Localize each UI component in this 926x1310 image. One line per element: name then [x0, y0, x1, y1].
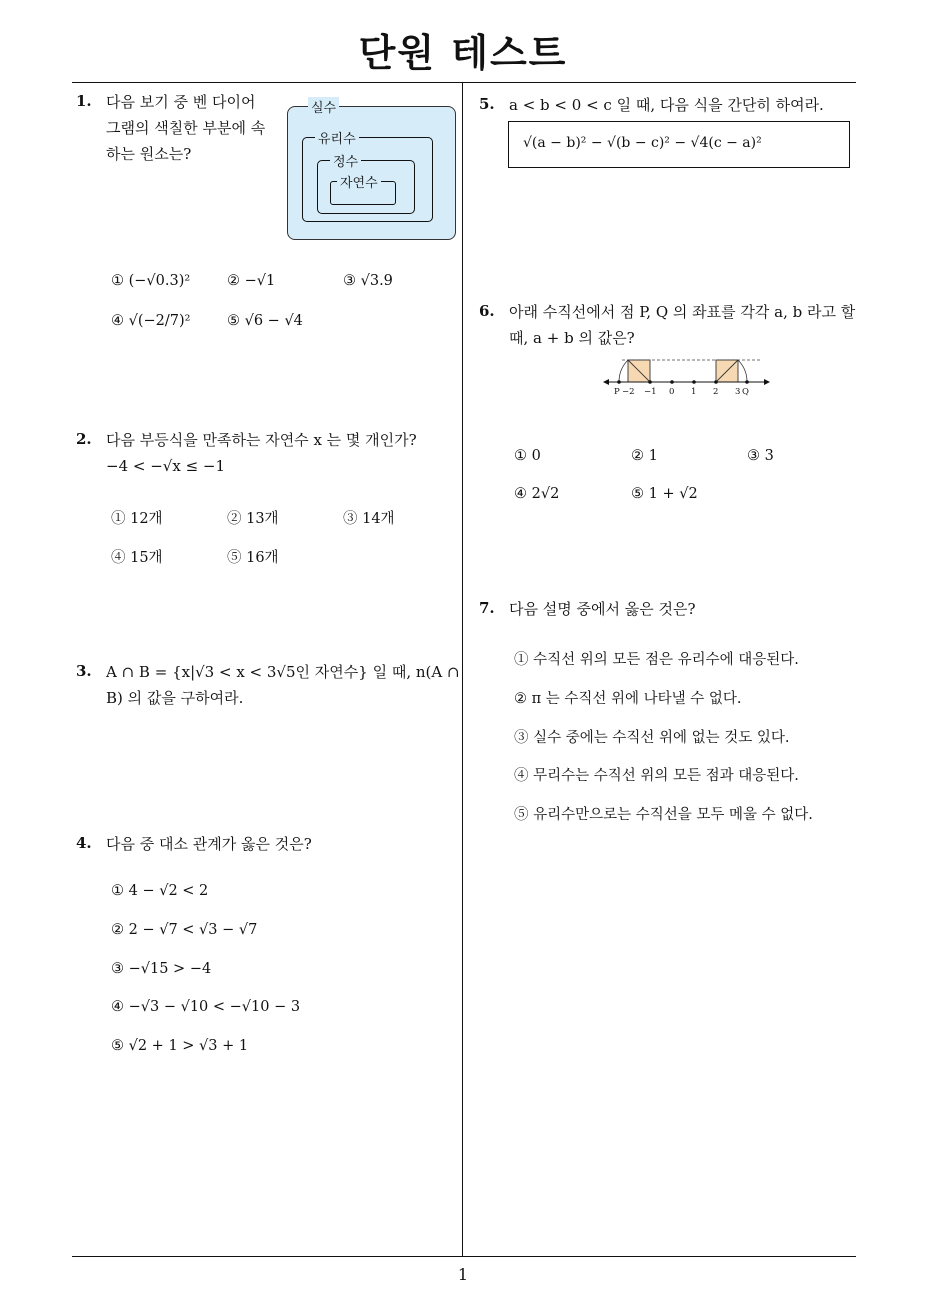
option-5[interactable]: ⑤ 유리수만으로는 수직선을 모두 메울 수 없다. — [514, 807, 813, 823]
question-text: A ∩ B = {x|√3 < x < 3√5인 자연수} 일 때, n(A ∩ — [106, 663, 460, 681]
option-2[interactable]: ② π 는 수직선 위에 나타낼 수 없다. — [514, 691, 742, 707]
tick-dot — [692, 380, 696, 384]
option-2[interactable]: ② 13개 — [227, 511, 279, 527]
label-q: Q — [742, 387, 749, 397]
option-2[interactable]: ② −√1 — [227, 273, 276, 289]
option-1[interactable]: ① 12개 — [111, 511, 163, 527]
question-text: 그램의 색칠한 부분에 속 — [106, 119, 266, 137]
venn-set-rational — [302, 132, 433, 222]
axis-arrow-right — [764, 379, 770, 385]
option-4[interactable]: ④ 무리수는 수직선 위의 모든 점과 대응된다. — [514, 768, 799, 784]
axis-arrow-left — [603, 379, 609, 385]
venn-set-natural — [330, 176, 396, 205]
option-5[interactable]: ⑤ √6 − √4 — [227, 313, 303, 329]
option-4[interactable]: ④ 2√2 — [514, 486, 560, 502]
question-text: 다음 보기 중 벤 다이어 — [106, 93, 256, 111]
option-3[interactable]: ③ −√15 > −4 — [111, 961, 212, 977]
tick-dot — [670, 380, 674, 384]
option-2[interactable]: ② 1 — [631, 448, 658, 464]
expression: √(a − b)² − √(b − c)² − √4(c − a)² — [523, 135, 762, 151]
venn-label-integer: 정수 — [330, 151, 361, 170]
option-3[interactable]: ③ 실수 중에는 수직선 위에 없는 것도 있다. — [514, 730, 790, 746]
question-text: 다음 설명 중에서 옳은 것은? — [509, 600, 696, 618]
question-number: 2. — [76, 430, 92, 448]
tick-label: −1 — [644, 387, 657, 397]
option-3[interactable]: ③ √3.9 — [343, 273, 393, 289]
tick-dot — [714, 380, 718, 384]
arc-left — [619, 360, 628, 382]
page-number: 1 — [457, 1265, 469, 1284]
expression-box — [508, 121, 850, 168]
point-q-dot — [745, 380, 749, 384]
header-rule — [72, 82, 856, 83]
question-number: 6. — [479, 302, 495, 320]
column-divider — [462, 83, 463, 1256]
venn-diagram — [287, 101, 456, 240]
question-text: 다음 부등식을 만족하는 자연수 x 는 몇 개인가? — [106, 431, 417, 449]
arc-right — [738, 360, 747, 382]
question-text: a < b < 0 < c 일 때, 다음 식을 간단히 하여라. — [509, 96, 824, 114]
tick-label: −2 — [622, 387, 635, 397]
question-text: 다음 중 대소 관계가 옳은 것은? — [106, 835, 312, 853]
option-3[interactable]: ③ 14개 — [343, 511, 395, 527]
option-1[interactable]: ① 0 — [514, 448, 541, 464]
number-line-figure — [600, 352, 775, 402]
option-1[interactable]: ① 4 − √2 < 2 — [111, 883, 209, 899]
venn-label-real: 실수 — [308, 97, 339, 116]
footer-rule — [72, 1256, 856, 1257]
option-5[interactable]: ⑤ 1 + √2 — [631, 486, 698, 502]
venn-label-natural: 자연수 — [337, 172, 381, 191]
question-number: 4. — [76, 834, 92, 852]
option-1[interactable]: ① 수직선 위의 모든 점은 유리수에 대응된다. — [514, 652, 799, 668]
point-p-dot — [617, 380, 621, 384]
option-4[interactable]: ④ 15개 — [111, 550, 163, 566]
option-4[interactable]: ④ √(−2/7)² — [111, 313, 191, 329]
tick-label: 0 — [669, 387, 675, 397]
venn-set-integer — [317, 155, 415, 214]
tick-dot — [648, 380, 652, 384]
tick-label: 3 — [735, 387, 741, 397]
question-text: 아래 수직선에서 점 P, Q 의 좌표를 각각 a, b 라고 할 — [509, 303, 856, 321]
question-number: 1. — [76, 92, 92, 110]
question-text: 하는 원소는? — [106, 145, 192, 163]
label-p: P — [614, 387, 620, 397]
question-text: 때, a + b 의 값은? — [509, 329, 635, 347]
venn-label-rational: 유리수 — [315, 128, 359, 147]
option-3[interactable]: ③ 3 — [747, 448, 774, 464]
question-number: 3. — [76, 662, 92, 680]
question-number: 7. — [479, 599, 495, 617]
question-text: B) 의 값을 구하여라. — [106, 689, 244, 707]
option-5[interactable]: ⑤ 16개 — [227, 550, 279, 566]
tick-label: 1 — [691, 387, 697, 397]
question-number: 5. — [479, 95, 495, 113]
option-4[interactable]: ④ −√3 − √10 < −√10 − 3 — [111, 999, 301, 1015]
option-2[interactable]: ② 2 − √7 < √3 − √7 — [111, 922, 258, 938]
page-title: 단원 테스트 — [358, 31, 568, 75]
option-1[interactable]: ① (−√0.3)² — [111, 273, 191, 289]
tick-label: 2 — [713, 387, 719, 397]
option-5[interactable]: ⑤ √2 + 1 > √3 + 1 — [111, 1038, 249, 1054]
inequality: −4 < −√x ≤ −1 — [106, 457, 226, 475]
